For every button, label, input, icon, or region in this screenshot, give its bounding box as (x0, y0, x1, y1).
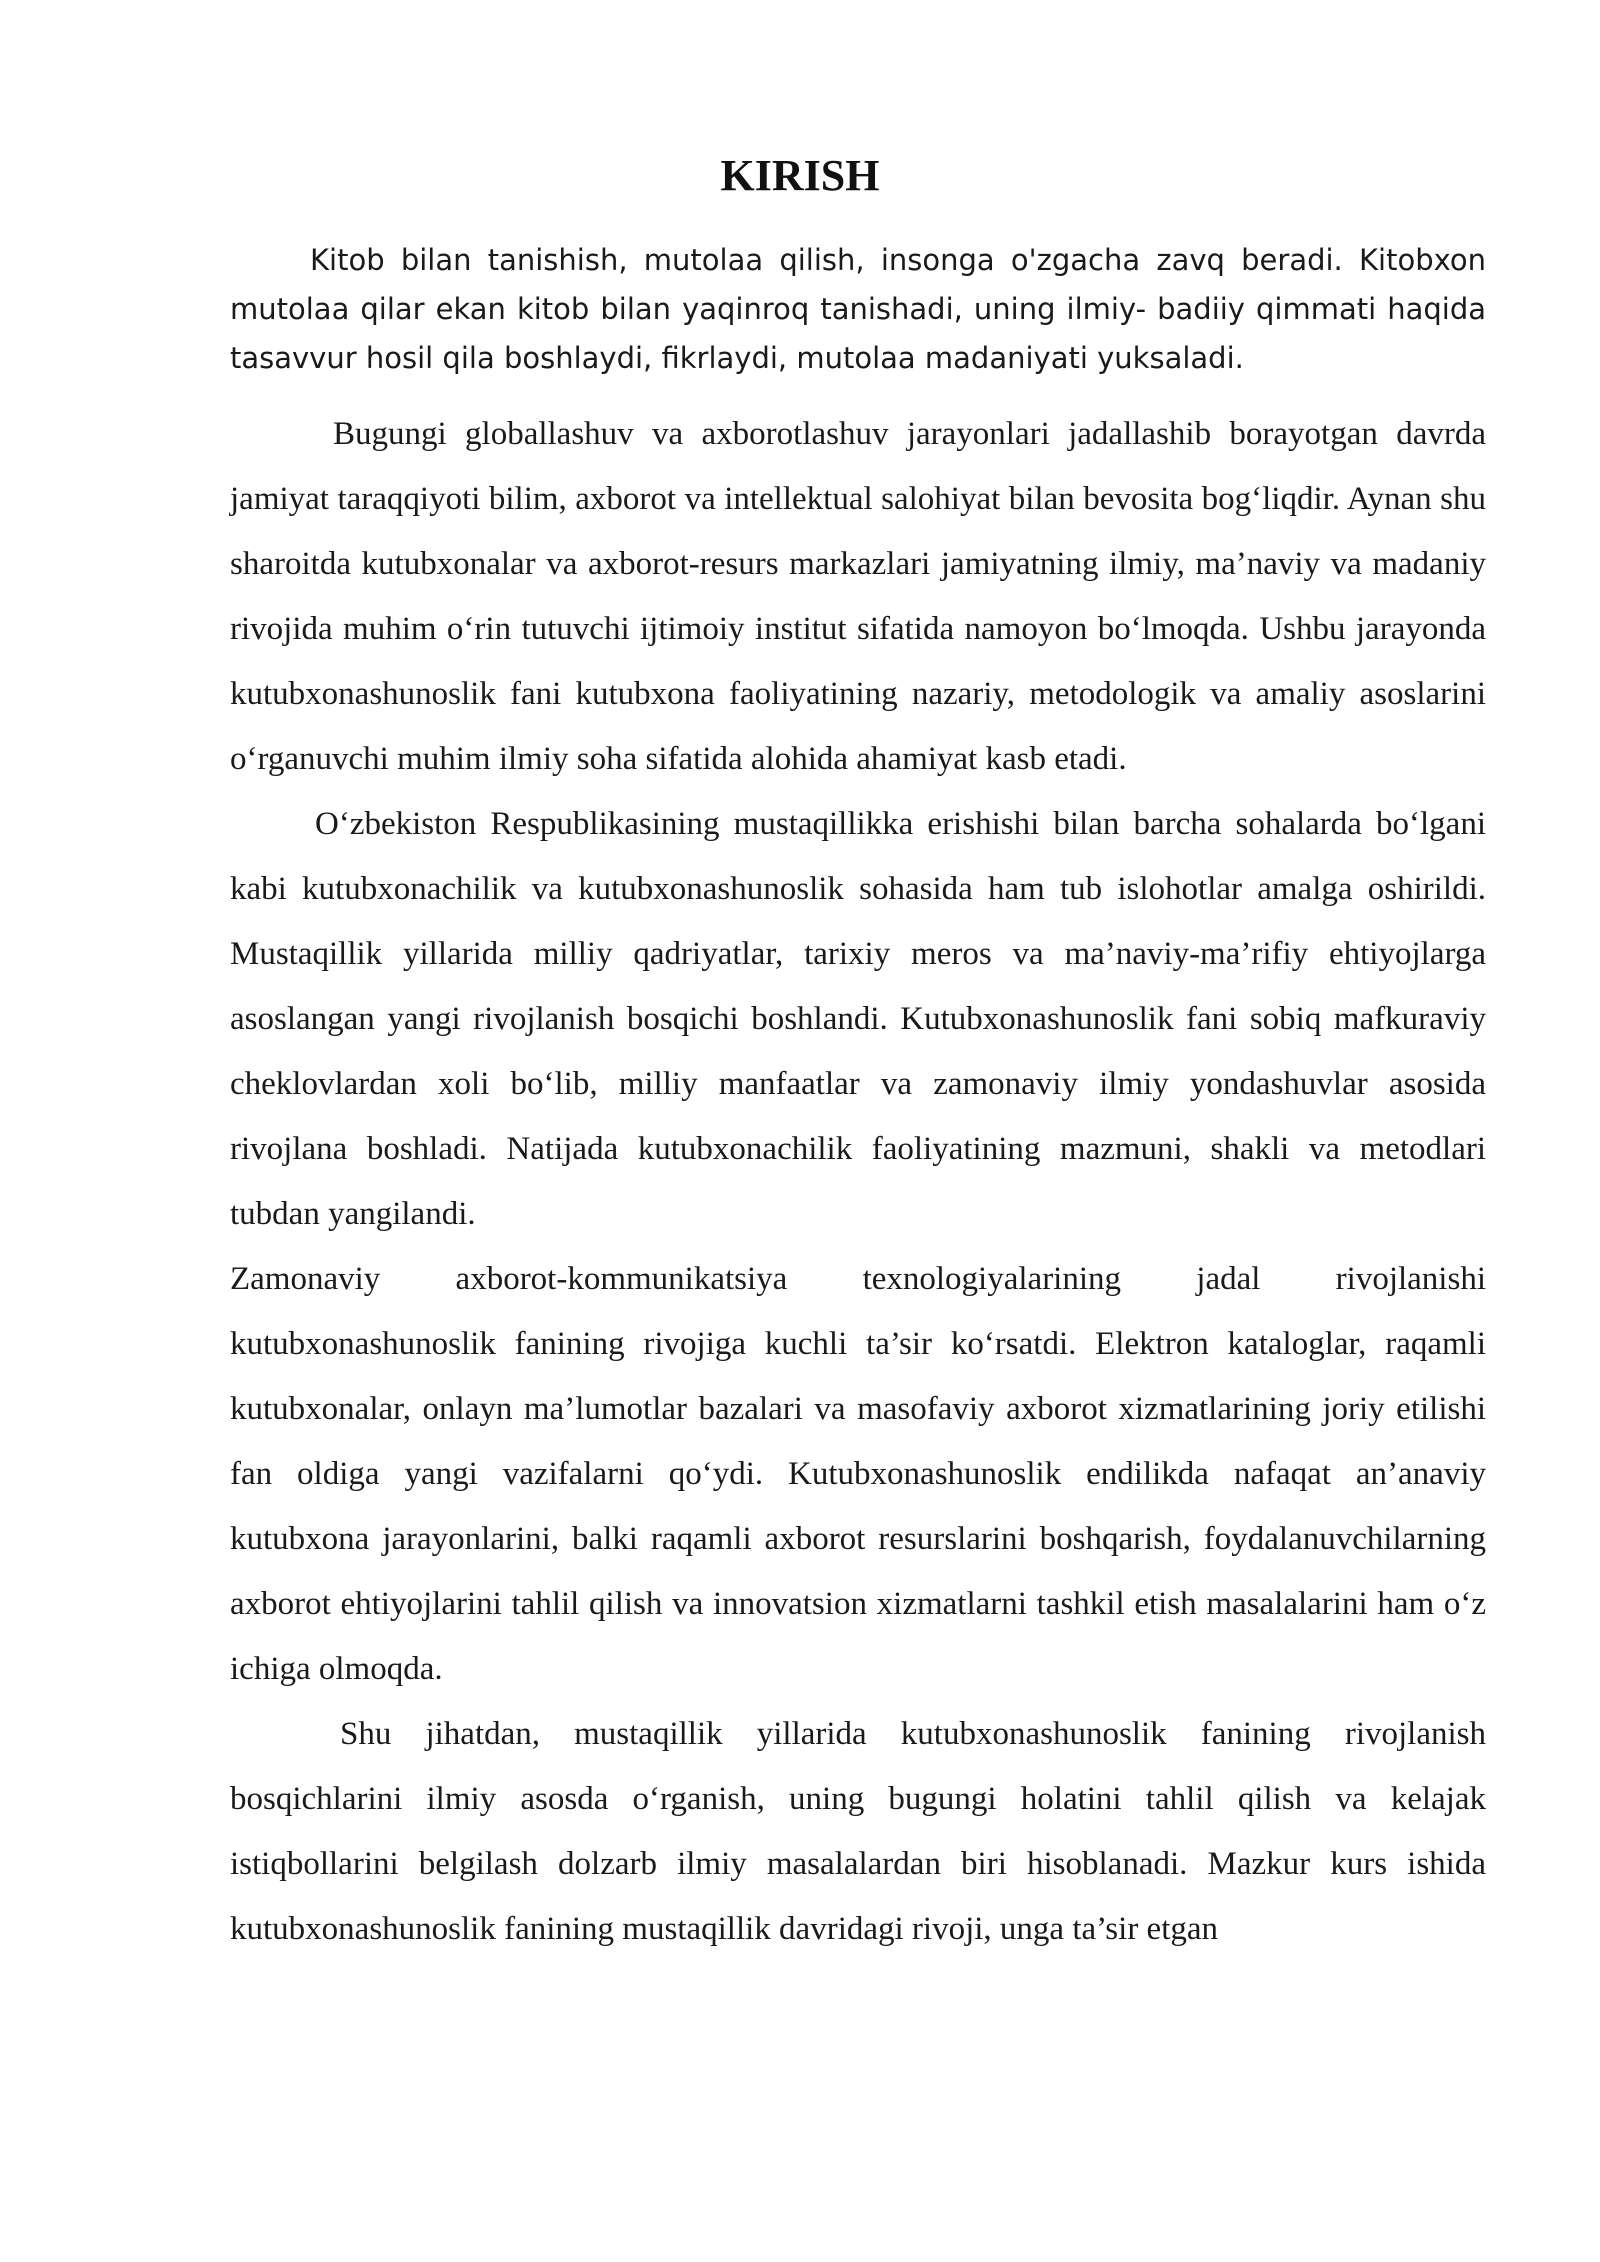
body-text (230, 402, 1486, 1962)
paragraph: O‘zbekiston Respublikasining mustaqillikka erishishi bilan barcha sohalarda bo‘lgani kabi kutubxonachilik va kutubxonashunoslik sohasida ham tub islohotlar amalga oshirildi. Mustaqillik yillarida milliy qadriyatlar, tarixiy meros va ma’naviy-ma’rifiy ehtiyojlarga asoslangan yangi rivojlanish bosqichi boshlandi. Kutubxonashunoslik fani sobiq mafkuraviy cheklovlardan xoli bo‘lib, milliy manfaatlar va zamonaviy ilmiy yondashuvlar asosida rivojlana boshladi. Natijada kutubxonachilik faoliyatining mazmuni, shakli va metodlari tubdan yangilandi. (230, 806, 1486, 1232)
page-title: KIRISH (720, 151, 880, 200)
intro-paragraph: Kitob bilan tanishish, mutolaa qilish, insonga o'zgacha zavq beradi. Kitobxon mutolaa qilar ekan kitob bilan yaqinroq tanishadi, uning ilmiy- badiiy qimmati haqida tasavvur hosil qila boshlaydi, fikrlaydi, mutolaa madaniyati yuksaladi. (230, 243, 1486, 375)
paragraph: Bugungi globallashuv va axborotlashuv jarayonlari jadallashib borayotgan davrda jamiyat taraqqiyoti bilim, axborot va intellektual salohiyat bilan bevosita bog‘liqdir. Aynan shu sharoitda kutubxonalar va axborot-resurs markazlari jamiyatning ilmiy, ma’naviy va madaniy rivojida muhim o‘rin tutuvchi ijtimoiy institut sifatida namoyon bo‘lmoqda. Ushbu jarayonda kutubxonashunoslik fani kutubxona faoliyatining nazariy, metodologik va amaliy asoslarini o‘rganuvchi muhim ilmiy soha sifatida alohida ahamiyat kasb etadi. (230, 416, 1486, 777)
paragraph: Shu jihatdan, mustaqillik yillarida kutubxonashunoslik fanining rivojlanish bosqichlarini ilmiy asosda o‘rganish, uning bugungi holatini tahlil qilish va kelajak istiqbollarini belgilash dolzarb ilmiy masalalardan biri hisoblanadi. Mazkur kurs ishida kutubxonashunoslik fanining mustaqillik davridagi rivoji, unga ta’sir etgan (230, 1716, 1486, 1947)
paragraph: Zamonaviy axborot-kommunikatsiya texnologiyalarining jadal rivojlanishi kutubxonashunoslik fanining rivojiga kuchli ta’sir ko‘rsatdi. Elektron kataloglar, raqamli kutubxonalar, onlayn ma’lumotlar bazalari va masofaviy axborot xizmatlarining joriy etilishi fan oldiga yangi vazifalarni qo‘ydi. Kutubxonashunoslik endilikda nafaqat an’anaviy kutubxona jarayonlarini, balki raqamli axborot resurslarini boshqarish, foydalanuvchilarning axborot ehtiyojlarini tahlil qilish va innovatsion xizmatlarni tashkil etish masalalarini ham o‘z ichiga olmoqda. (230, 1261, 1486, 1687)
